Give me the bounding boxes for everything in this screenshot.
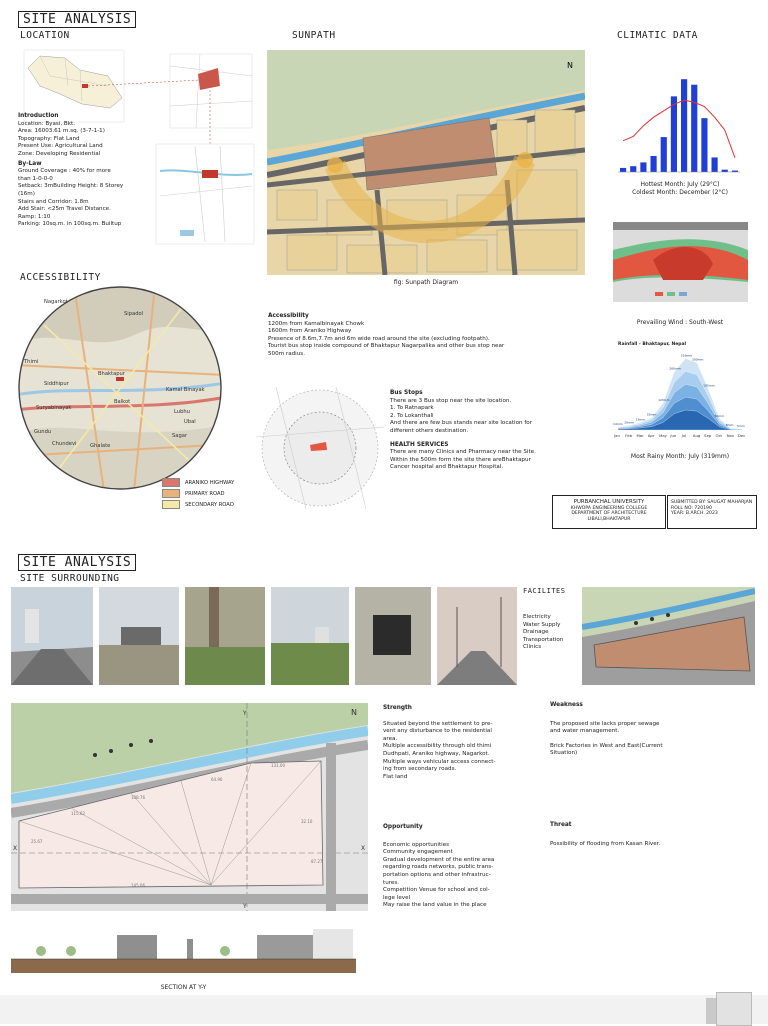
rain-value-label: 14mm [613, 421, 623, 426]
map-place-label: Ubal [184, 419, 196, 425]
map-place-label: Bhaktapur [98, 371, 125, 377]
bylaw-line: Setback: 3mBuilding Height: 8 Storey [18, 183, 124, 190]
bylaw-line: Add Stair: <25m Travel Distance. [18, 206, 111, 213]
rain-value-label: 50mm [714, 413, 725, 418]
dimension-label: 108.76 [131, 795, 145, 800]
dimension-label: 145.06 [131, 883, 145, 888]
photo-field [271, 587, 349, 685]
climatic-heading: CLIMATIC DATA [617, 30, 698, 41]
month-label: Apr [647, 433, 655, 438]
legend-swatch [162, 478, 180, 487]
rain-bar [712, 157, 718, 172]
opportunity-line: regarding roads networks, public trans- [383, 864, 494, 871]
photo-tree [185, 587, 265, 685]
facilities-list [523, 614, 583, 652]
bylaw-line: (16m) [18, 190, 35, 197]
month-label: May [659, 433, 667, 438]
dimension-label: 64.90 [211, 777, 223, 782]
map-place-label: Sagar [172, 433, 188, 439]
rain-bar [661, 137, 667, 172]
map-place-label: Lubhu [174, 409, 190, 415]
month-label: Nov [726, 433, 735, 438]
opportunity-line: May raise the land value in the place [383, 902, 487, 909]
year: YEAR: B.ARCH. 2023 [671, 511, 718, 517]
bylaw-line: Stairs and Corridor: 1.8m [18, 198, 89, 205]
health-line: There are many Clinics and Pharmacy near the Site. [390, 449, 536, 456]
month-label: Feb [625, 433, 633, 438]
rain-value-label: 319mm [680, 353, 693, 358]
sunpath-caption: fig: Sunpath Diagram [393, 279, 459, 286]
coldest-month: Coldest Month: December (2°C) [632, 189, 728, 196]
strength-line: Situated beyond the settlement to pre- [383, 720, 493, 727]
weakness-line: and water management. [550, 728, 620, 735]
month-label: Dec [738, 433, 746, 438]
strength-line: ing from secondary roads. [383, 766, 457, 773]
map-place-label: Suryabinayak [36, 405, 72, 411]
intro-line: Topography: Flat Land [18, 135, 80, 142]
bus-line: There are 3 Bus stop near the site location. [390, 397, 512, 404]
facility-item: Transportation [523, 636, 564, 643]
map-place-label: Nagarkot [44, 299, 68, 305]
access-line: 500m radius. [268, 350, 305, 357]
sheet2-title: SITE ANALYSIS [18, 554, 136, 571]
month-label: Mar [636, 433, 644, 438]
rainfall-chart [612, 350, 747, 440]
bus-heading: Bus Stops [390, 390, 423, 396]
axis-y-label: Y [243, 903, 247, 910]
accessibility-map [14, 285, 226, 491]
legend-label: ARANIKO HIGHWAY [185, 480, 235, 486]
opportunity-block [383, 824, 533, 910]
intro-heading: Introduction [18, 113, 59, 119]
rain-bar [722, 170, 728, 172]
legend-label: SECONDARY ROAD [185, 502, 234, 508]
legend-label: PRIMARY ROAD [185, 491, 225, 497]
dimension-label: 25.67 [31, 839, 43, 844]
opportunity-line: Competition Venue for school and col- [383, 887, 490, 894]
corner-block-front [716, 992, 752, 1026]
location-heading: LOCATION [20, 30, 70, 41]
university-block [552, 495, 666, 529]
opportunity-line: lege level [383, 894, 411, 901]
rain-bar [671, 96, 677, 172]
strength-block [383, 705, 533, 781]
intro-line: Location: Byasi, Bkt. [18, 120, 75, 127]
access-line: 1600m from Araniko Highway [268, 328, 352, 335]
rain-value-label: 8mm [725, 423, 734, 428]
strength-line: Flat land [383, 773, 408, 780]
rain-value-label: 33mm [635, 417, 646, 422]
legend-swatch [162, 500, 180, 509]
rain-bar [630, 166, 636, 172]
strength-line: Dudhpati, Araniko highway, Nagarkot. [383, 750, 490, 757]
rain-value-label: 5mm [737, 423, 745, 428]
dimension-label: 87.27 [311, 859, 323, 864]
rain-bar [691, 85, 697, 172]
hottest-month: Hottest Month: July (29°C) [640, 181, 720, 188]
month-label: Sep [704, 433, 712, 438]
intro-line: Area: 16003.61 m.sq. (3-7-1-1) [18, 128, 105, 135]
month-label: Aug [692, 433, 701, 438]
rainfall-title: Rainfall - Bhaktapur, Nepal [618, 342, 687, 347]
health-line: Within the 500m form the site there areBhaktapur [390, 456, 531, 463]
dimension-label: 115.62 [71, 811, 85, 816]
map-place-label: Siddhipur [44, 381, 69, 387]
map-place-label: Ghalate [90, 443, 111, 449]
surrounding-photos [11, 587, 517, 685]
access-line: 1200m from Kamalbinayak Chowk [268, 320, 365, 327]
axis-y-label: Y [243, 710, 247, 717]
bus-line: 1. To Ratnapark [390, 405, 434, 412]
bottom-strip [0, 995, 768, 1024]
facility-item: Clinics [523, 644, 542, 651]
photo-street [437, 587, 517, 685]
opportunity-line: Economic opportunities [383, 841, 450, 848]
department-name: DEPARTMENT OF ARCHITECTURE [571, 511, 647, 517]
access-line: Presence of 8.6m,7.7m and 6m wide road around the site (excluding footpath). [268, 335, 490, 342]
dimension-label: 32.10 [301, 819, 313, 824]
section-caption: SECTION AT Y-Y [160, 984, 207, 991]
photo-drainage [355, 587, 431, 685]
legend-swatch [162, 489, 180, 498]
intro-line: Zone: Developing Residential [18, 150, 101, 157]
facility-item: Drainage [523, 629, 549, 636]
map-place-label: Sipadol [124, 311, 144, 317]
bylaw-line: than 1-0-0-0 [18, 175, 53, 182]
threat-heading: Threat [550, 822, 572, 828]
sunpath-heading: SUNPATH [292, 30, 336, 41]
facilities-map [582, 587, 755, 685]
bylaw-line: Ramp: 1:10 [18, 213, 51, 220]
strength-line: vent any disturbance to the residential [383, 728, 492, 735]
opportunity-line: tures. [383, 879, 400, 886]
weakness-line: The proposed site lacks proper sewage [550, 720, 660, 727]
submitted-by: SUBMITTED BY: SAUGAT MAHARJAN [671, 500, 753, 505]
access-line: Tourist bus stop inside compound of Bhaktapur Nagarpalika and other bus stop near [268, 343, 505, 350]
month-label: Jul [681, 433, 687, 438]
rain-value-label: 300mm [691, 357, 704, 362]
facility-item: Electricity [523, 614, 551, 620]
strength-line: Multiple ways vehicular access connect- [383, 758, 496, 765]
photo-building [99, 587, 179, 685]
prevailing-wind: Prevailing Wind : South-West [636, 319, 724, 326]
surrounding-heading: SITE SURROUNDING [20, 573, 120, 584]
health-line: Cancer hospital and Bhaktapur Hospital. [390, 464, 504, 471]
access-heading: Accessibility [268, 313, 309, 319]
weakness-line: Situation) [550, 750, 578, 757]
map-place-label: Chundevi [52, 441, 77, 447]
weakness-line: Brick Factories in West and East(Current [550, 742, 663, 749]
month-label: Jun [670, 433, 677, 438]
facilities-heading: FACILITES [523, 587, 566, 595]
bus-line: different others destination. [390, 427, 469, 434]
north-arrow-icon: N [351, 708, 357, 717]
intro-block [18, 113, 158, 229]
bylaw-heading: By-Law [18, 160, 42, 167]
most-rainy-month: Most Rainy Month: July (319mm) [630, 453, 730, 460]
college-address: LIBALI,BHAKTAPUR [587, 516, 631, 522]
wind-chart [613, 222, 748, 302]
rain-value-label: 185mm [703, 383, 715, 388]
rain-bar [701, 118, 707, 172]
accessibility-text [268, 313, 588, 359]
opportunity-line: Community engagement [383, 849, 453, 856]
strength-heading: Strength [383, 705, 412, 711]
threat-block [550, 822, 740, 848]
month-label: Jan [614, 433, 620, 438]
bus-line: And there are few bus stands near site location for [390, 420, 533, 427]
temperature-rainfall-chart [610, 68, 748, 178]
roll-no: ROLL NO: 720190 [671, 505, 712, 511]
dimension-label: 131.00 [271, 763, 285, 768]
sheet1-title: SITE ANALYSIS [18, 11, 136, 28]
weakness-block [550, 702, 730, 758]
rain-bar [651, 156, 657, 172]
road-legend [162, 478, 234, 511]
sunpath-map [267, 50, 585, 275]
bylaw-line: Ground Coverage : 40% for more [18, 168, 111, 175]
bus-radius-diagram [256, 387, 384, 509]
rain-bar [620, 168, 626, 172]
facility-item: Water Supply [523, 621, 561, 628]
axis-x-label: X [361, 845, 366, 852]
photo-road [11, 587, 93, 685]
bus-line: 2. To Lokanthali [390, 412, 434, 419]
section-drawing [11, 925, 356, 980]
month-label: Oct [715, 433, 723, 438]
opportunity-heading: Opportunity [383, 824, 423, 830]
college-name: KHWOPA ENGINEERING COLLEGE [570, 505, 648, 511]
north-arrow-icon: N [567, 61, 573, 70]
map-place-label: Gundu [34, 429, 52, 435]
map-place-label: Thimi [24, 359, 39, 365]
rain-value-label: 20mm [624, 420, 634, 425]
threat-line: Possibility of flooding from Kasan River. [550, 840, 661, 847]
intro-line: Present Use: Agricultural Land [18, 143, 103, 150]
accessibility-heading: ACCESSIBILITY [20, 272, 101, 283]
bus-stops-text [390, 390, 595, 472]
health-heading: HEALTH SERVICES [390, 441, 449, 448]
opportunity-line: Gradual development of the entire area [383, 856, 495, 863]
bylaw-line: Parking: 10sq.m. in 100sq.m. Builtup [18, 221, 122, 228]
submitted-block [667, 495, 757, 529]
site-plan [11, 703, 368, 911]
map-place-label: Balkot [114, 399, 131, 405]
strength-line: area. [383, 735, 398, 742]
university-name: PURBANCHAL UNIVERSITY [573, 499, 645, 505]
strength-line: Multiple accessibility through old thimi [383, 743, 492, 750]
rain-value-label: 120mm [658, 398, 670, 403]
rain-bar [640, 162, 646, 172]
axis-x-label: X [13, 845, 18, 852]
weakness-heading: Weakness [550, 702, 583, 708]
map-place-label: Kamal Binayak [166, 387, 205, 393]
rain-bar [681, 79, 687, 172]
opportunity-line: portation options and other infrastruc- [383, 871, 491, 878]
rain-value-label: 260mm [669, 366, 681, 371]
rain-value-label: 55mm [646, 412, 657, 417]
